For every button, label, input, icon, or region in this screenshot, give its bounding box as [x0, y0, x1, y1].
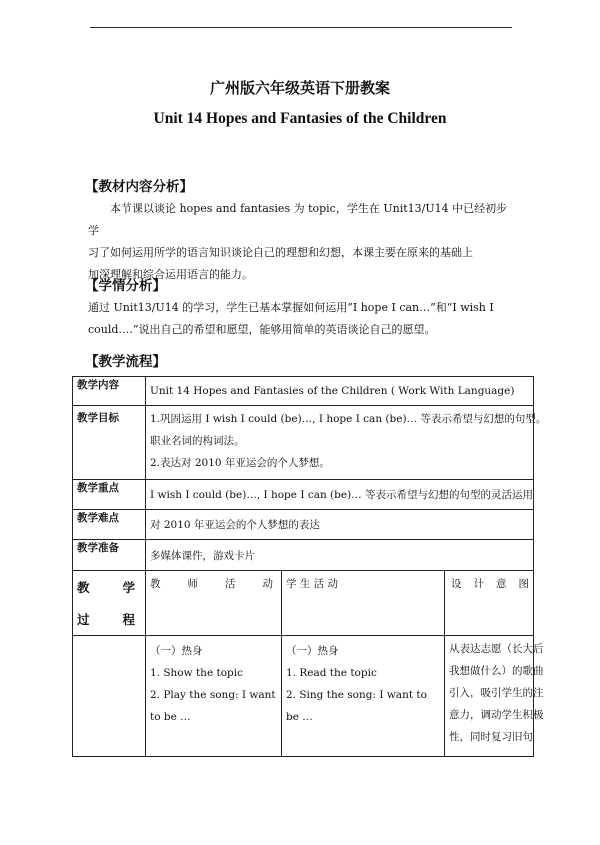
- teacher-activity-header: [146, 571, 282, 636]
- material-analysis-paragraph: [88, 198, 518, 286]
- process-label-char: 学: [122, 580, 135, 595]
- learner-line: 通过 Unit13/U14 的学习，学生已基本掌握如何运用“I hope I can…”和“I wish I: [88, 301, 494, 314]
- row-label: 教学重点: [73, 480, 146, 510]
- table-row: [73, 406, 534, 480]
- teaching-process-heading: 【教学流程】: [85, 354, 166, 370]
- header-rule: [90, 27, 512, 28]
- teacher-activity-line: 1. Show the topic: [150, 667, 243, 679]
- header-char: 意: [496, 578, 507, 590]
- design-intent-line: 引入，吸引学生的注: [449, 687, 544, 699]
- table-row: [73, 377, 534, 406]
- table-row: [73, 480, 534, 510]
- header-char: 图: [518, 578, 529, 590]
- row-label: 教学难点: [73, 510, 146, 540]
- student-activity-line: 1. Read the topic: [286, 667, 377, 679]
- student-activity-line: （一）热身: [286, 645, 339, 657]
- design-intent-cell: [445, 636, 544, 757]
- process-label-bottom: [77, 603, 141, 635]
- goal-line: 职业名词的构词法。: [150, 435, 245, 447]
- key-points-value: I wish I could (be)…, I hope I can (be)… 等表示希望与幻想的句型的灵活运用: [146, 480, 534, 510]
- document-title-cn: 广州版六年级英语下册教案: [209, 79, 390, 97]
- material-line: 本节课以谈论 hopes and fantasies 为 topic，学生在 Unit13/U14 中已经初步学: [88, 202, 508, 237]
- preparation-value: 多媒体课件，游戏卡片: [146, 540, 534, 571]
- table-row: [73, 636, 534, 757]
- teacher-activity-cell: [146, 636, 282, 757]
- process-label-cell: [73, 571, 146, 636]
- content-value: Unit 14 Hopes and Fantasies of the Children ( Work With Language): [146, 377, 534, 406]
- process-label-top: [77, 571, 141, 603]
- student-activity-line: 2. Sing the song: I want to: [286, 689, 427, 701]
- header-char: 活: [225, 578, 236, 590]
- row-label: 教学目标: [73, 406, 146, 480]
- goal-line: 1.巩固运用 I wish I could (be)…, I hope I can (be)… 等表示希望与幻想的句型。: [150, 413, 547, 425]
- header-char: 动: [262, 578, 273, 590]
- student-activity-title: 学 生 活 动: [286, 578, 339, 590]
- teacher-activity-line: 2. Play the song: I want: [150, 689, 276, 701]
- table-row: [73, 571, 534, 636]
- goals-cell: [146, 406, 547, 480]
- table-row: [73, 510, 534, 540]
- student-activity-line: be …: [286, 711, 313, 723]
- learner-analysis-heading: 【学情分析】: [85, 278, 166, 294]
- material-line: 加深理解和综合运用语言的能力。: [88, 268, 253, 281]
- header-char: 教: [150, 578, 161, 590]
- lesson-plan-table: [72, 376, 547, 757]
- process-label-char: 程: [122, 612, 135, 627]
- design-intent-header: [445, 571, 534, 636]
- process-label-char: 教: [77, 580, 90, 595]
- document-title-en: Unit 14 Hopes and Fantasies of the Children: [153, 110, 447, 127]
- student-activity-header: [282, 571, 445, 636]
- row-label: 教学内容: [73, 377, 146, 406]
- teacher-activity-line: （一）热身: [150, 645, 203, 657]
- material-line: 习了如何运用所学的语言知识谈论自己的理想和幻想，本课主要在原来的基础上: [88, 246, 473, 259]
- design-intent-line: 从表达志愿（长大后: [449, 643, 544, 655]
- learner-line: could….”说出自己的希望和愿望，能够用简单的英语谈论自己的愿望。: [88, 323, 436, 336]
- learner-analysis-paragraph: [88, 297, 518, 341]
- student-activity-cell: [282, 636, 445, 757]
- process-label-char: 过: [77, 612, 90, 627]
- row-label: 教学准备: [73, 540, 146, 571]
- design-intent-line: 我想做什么）的歌曲: [449, 665, 544, 677]
- teacher-activity-line: to be …: [150, 711, 191, 723]
- design-intent-line: 意力，调动学生积极: [449, 709, 544, 721]
- design-intent-line: 性，同时复习旧句: [449, 731, 533, 743]
- difficulty-value: 对 2010 年亚运会的个人梦想的表达: [146, 510, 534, 540]
- material-analysis-heading: 【教材内容分析】: [85, 179, 193, 195]
- process-empty-cell: [73, 636, 146, 757]
- table-row: [73, 540, 534, 571]
- header-char: 设: [451, 578, 462, 590]
- goal-line: 2.表达对 2010 年亚运会的个人梦想。: [150, 457, 330, 469]
- header-char: 计: [473, 578, 484, 590]
- header-char: 师: [187, 578, 198, 590]
